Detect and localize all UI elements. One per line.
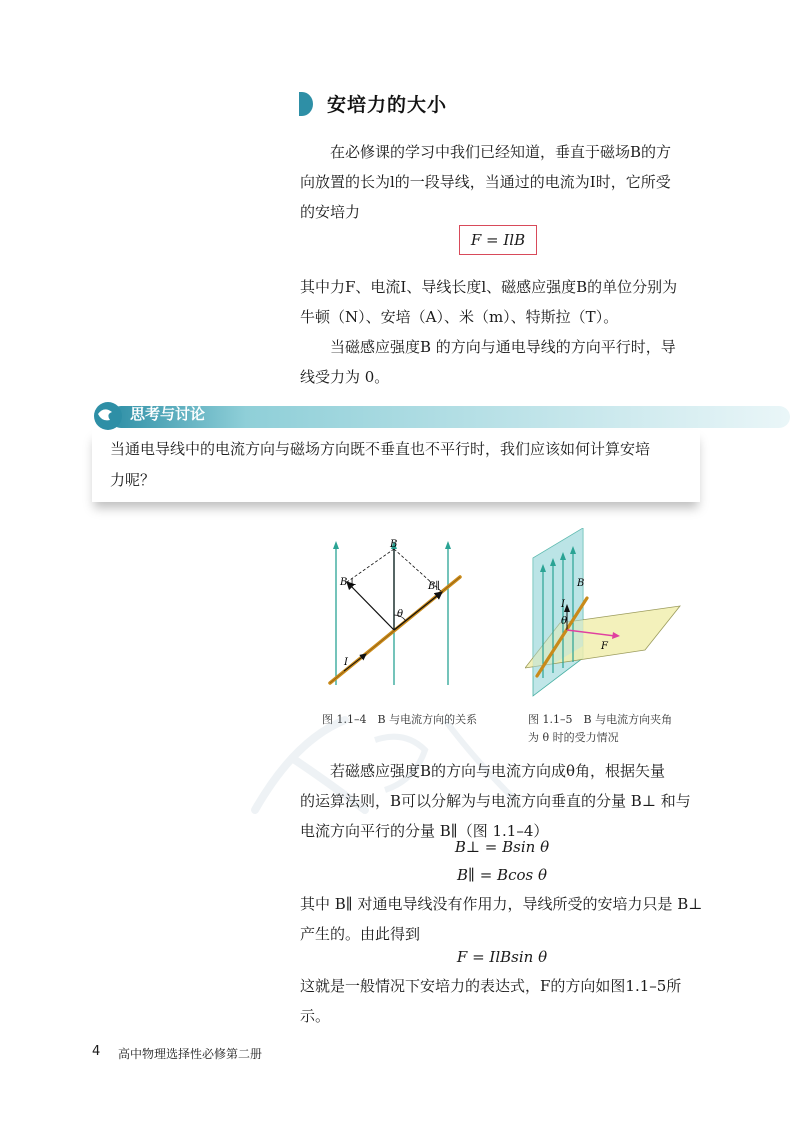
text-line: 的安培力 bbox=[300, 203, 361, 221]
page-number: 4 bbox=[92, 1044, 101, 1059]
figure-caption: 图 1.1–4 B 与电流方向的关系 bbox=[322, 713, 478, 726]
text-line: 力呢？ bbox=[110, 471, 156, 489]
text-line: 在必修课的学习中我们已经知道，垂直于磁场B的方 bbox=[330, 143, 672, 161]
paragraph-summary bbox=[300, 971, 704, 1031]
figure-b-decomposition bbox=[322, 535, 472, 695]
label-b: B bbox=[390, 539, 398, 550]
formula-box: F = IlB bbox=[459, 225, 537, 255]
label-i: I bbox=[561, 599, 565, 610]
equation: F = IlBsin θ bbox=[456, 948, 548, 966]
discussion-label: 思考与讨论 bbox=[130, 405, 206, 423]
label-b-par: B∥ bbox=[428, 581, 440, 592]
equation: B⊥ = Bsin θ bbox=[454, 838, 550, 856]
text-line: 线受力为 0。 bbox=[300, 368, 390, 386]
text-line: 电流方向平行的分量 B∥（图 1.1–4） bbox=[300, 822, 549, 840]
label-theta: θ bbox=[561, 616, 568, 627]
paragraph-units bbox=[300, 272, 704, 392]
book-title: 高中物理选择性必修第二册 bbox=[118, 1047, 263, 1061]
text-line: 若磁感应强度B的方向与电流方向成θ角，根据矢量 bbox=[330, 762, 666, 780]
label-b: B bbox=[577, 578, 585, 589]
text-line: 向放置的长为l的一段导线，当通过的电流为I时，它所受 bbox=[300, 173, 671, 191]
text-line: 其中 B∥ 对通电导线没有作用力，导线所受的安培力只是 B⊥ bbox=[300, 895, 703, 913]
equation: B∥ = Bcos θ bbox=[456, 866, 547, 884]
text-line: 的运算法则，B可以分解为与电流方向垂直的分量 B⊥ 和与 bbox=[300, 792, 691, 810]
text-line: 这就是一般情况下安培力的表达式，F的方向如图1.1–5所示。 bbox=[300, 977, 682, 1025]
figure-caption bbox=[528, 711, 672, 747]
label-theta: θ bbox=[397, 609, 404, 620]
paragraph-intro bbox=[300, 137, 704, 227]
label-i: I bbox=[344, 657, 348, 668]
text-line: 产生的。由此得到 bbox=[300, 925, 421, 943]
text-line: 当磁感应强度B 的方向与通电导线的方向平行时，导 bbox=[330, 338, 676, 356]
discussion-text bbox=[110, 434, 695, 496]
figure-force-direction bbox=[525, 528, 690, 703]
paragraph-conclusion bbox=[300, 889, 704, 949]
text-line: 其中力F、电流I、导线长度l、磁感应强度B的单位分别为 bbox=[300, 278, 678, 296]
paragraph-decomposition bbox=[300, 756, 704, 846]
text-line: 当通电导线中的电流方向与磁场方向既不垂直也不平行时，我们应该如何计算安培 bbox=[110, 440, 651, 458]
caption-line: 图 1.1–5 B 与电流方向夹角 bbox=[528, 713, 673, 726]
label-b-perp: B⊥ bbox=[340, 577, 357, 588]
caption-line: 为 θ 时的受力情况 bbox=[528, 731, 619, 744]
label-f: F bbox=[601, 641, 608, 652]
section-title: 安培力的大小 bbox=[327, 94, 448, 116]
text-line: 牛顿（N）、安培（A）、米（m）、特斯拉（T）。 bbox=[300, 308, 619, 326]
section-marker-icon bbox=[299, 92, 313, 116]
